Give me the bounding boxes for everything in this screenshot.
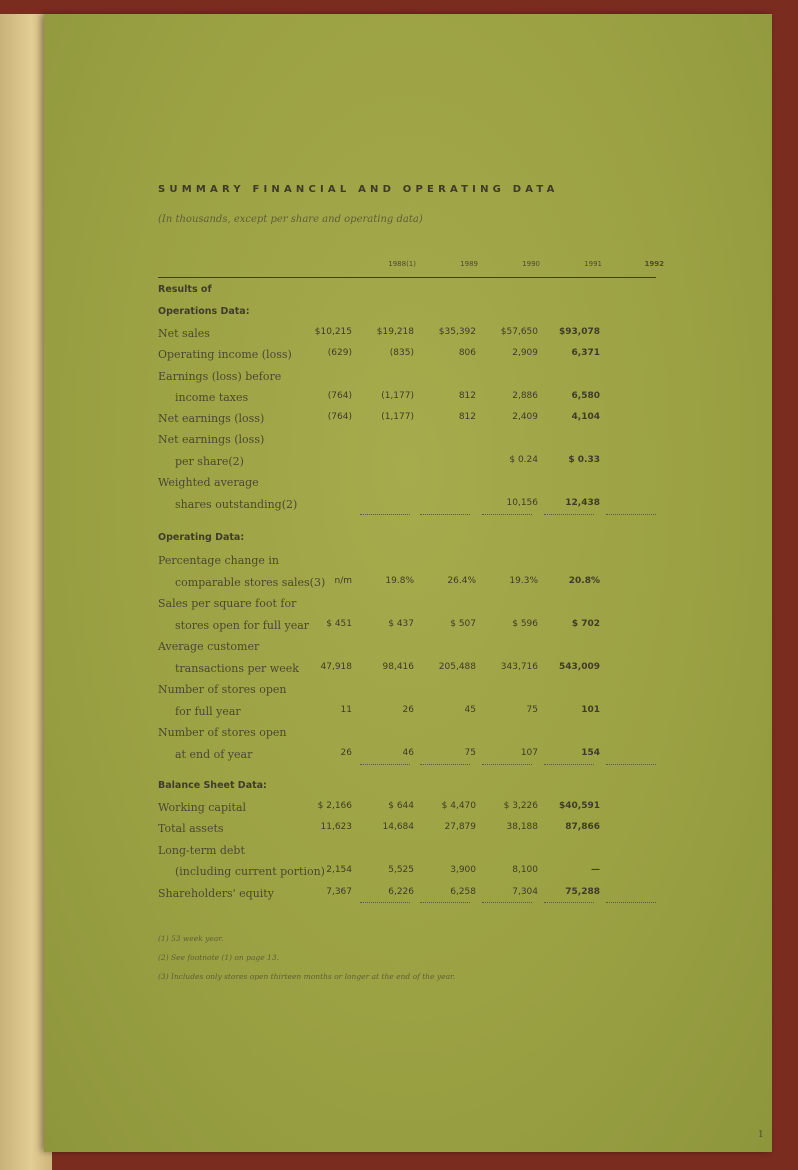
subtotal-dots	[606, 764, 656, 765]
subtotal-dots	[482, 902, 532, 903]
footnote: (2) See footnote (1) on page 13.	[158, 953, 279, 962]
subtotal-dots	[544, 764, 594, 765]
footnote: (1) 53 week year.	[158, 934, 224, 943]
header-rule	[158, 277, 656, 278]
table-row: (including current portion) 2,154 5,525 3,900 8,100 —	[175, 865, 600, 878]
table-row: transactions per week 47,918 98,416 205,488 343,716 543,009	[175, 662, 600, 675]
year-1990: 1990	[522, 260, 540, 268]
table-row-label: Net earnings (loss)	[158, 433, 265, 446]
table-row: Operating income (loss) (629) (835) 806 2,909 6,371	[158, 348, 600, 361]
subtotal-dots	[482, 764, 532, 765]
year-header	[44, 260, 772, 274]
year-1992: 1992	[644, 260, 664, 268]
table-row-label: Earnings (loss) before	[158, 370, 282, 383]
table-row-label: Sales per square foot for	[158, 597, 297, 610]
table-row-label: Percentage change in	[158, 554, 279, 567]
table-row: at end of year 26 46 75 107 154	[175, 748, 600, 761]
year-1991: 1991	[584, 260, 602, 268]
subtotal-dots	[606, 514, 656, 515]
subtotal-dots	[420, 902, 470, 903]
table-row: for full year 11 26 45 75 101	[175, 705, 600, 718]
table-row-label: Average customer	[158, 640, 260, 653]
document-page	[44, 14, 772, 1152]
subtotal-dots	[360, 764, 410, 765]
table-row: income taxes (764) (1,177) 812 2,886 6,580	[175, 391, 600, 404]
table-row: stores open for full year $ 451 $ 437 $ 507 $ 596 $ 702	[175, 619, 600, 632]
table-row: Shareholders' equity 7,367 6,226 6,258 7,304 75,288	[158, 887, 600, 900]
footnotes	[158, 934, 455, 991]
table-row-label: Weighted average	[158, 476, 259, 489]
year-1988: 1988(1)	[388, 260, 416, 268]
subtotal-dots	[544, 514, 594, 515]
year-1989: 1989	[460, 260, 478, 268]
page-subtitle: (In thousands, except per share and operating data)	[158, 214, 423, 225]
subtotal-dots	[606, 902, 656, 903]
subtotal-dots	[482, 514, 532, 515]
table-row: comparable stores sales(3) n/m 19.8% 26.4% 19.3% 20.8%	[175, 576, 600, 589]
page-title: SUMMARY FINANCIAL AND OPERATING DATA	[158, 184, 559, 195]
subtotal-dots	[360, 902, 410, 903]
table-row: Net earnings (loss) (764) (1,177) 812 2,409 4,104	[158, 412, 600, 425]
subtotal-dots	[420, 514, 470, 515]
table-row: shares outstanding(2) 10,156 12,438	[175, 498, 600, 511]
section-heading: Operations Data:	[158, 306, 250, 317]
table-row: Total assets 11,623 14,684 27,879 38,188 87,866	[158, 822, 600, 835]
section-heading: Operating Data:	[158, 532, 245, 543]
page-number: 1	[758, 1130, 764, 1140]
footnote: (3) Includes only stores open thirteen months or longer at the end of the year.	[158, 972, 456, 981]
subtotal-dots	[360, 514, 410, 515]
table-row-label: Number of stores open	[158, 726, 287, 739]
table-row-label: Long-term debt	[158, 844, 245, 857]
table-row: Net sales $10,215 $19,218 $35,392 $57,650 $93,078	[158, 327, 600, 340]
subtotal-dots	[544, 902, 594, 903]
subtotal-dots	[420, 764, 470, 765]
table-row: per share(2) $ 0.24 $ 0.33	[175, 455, 600, 468]
table-row-label: Number of stores open	[158, 683, 287, 696]
section-heading: Balance Sheet Data:	[158, 780, 267, 791]
table-row: Working capital $ 2,166 $ 644 $ 4,470 $ 3,226 $40,591	[158, 801, 600, 814]
section-heading: Results of	[158, 284, 212, 295]
